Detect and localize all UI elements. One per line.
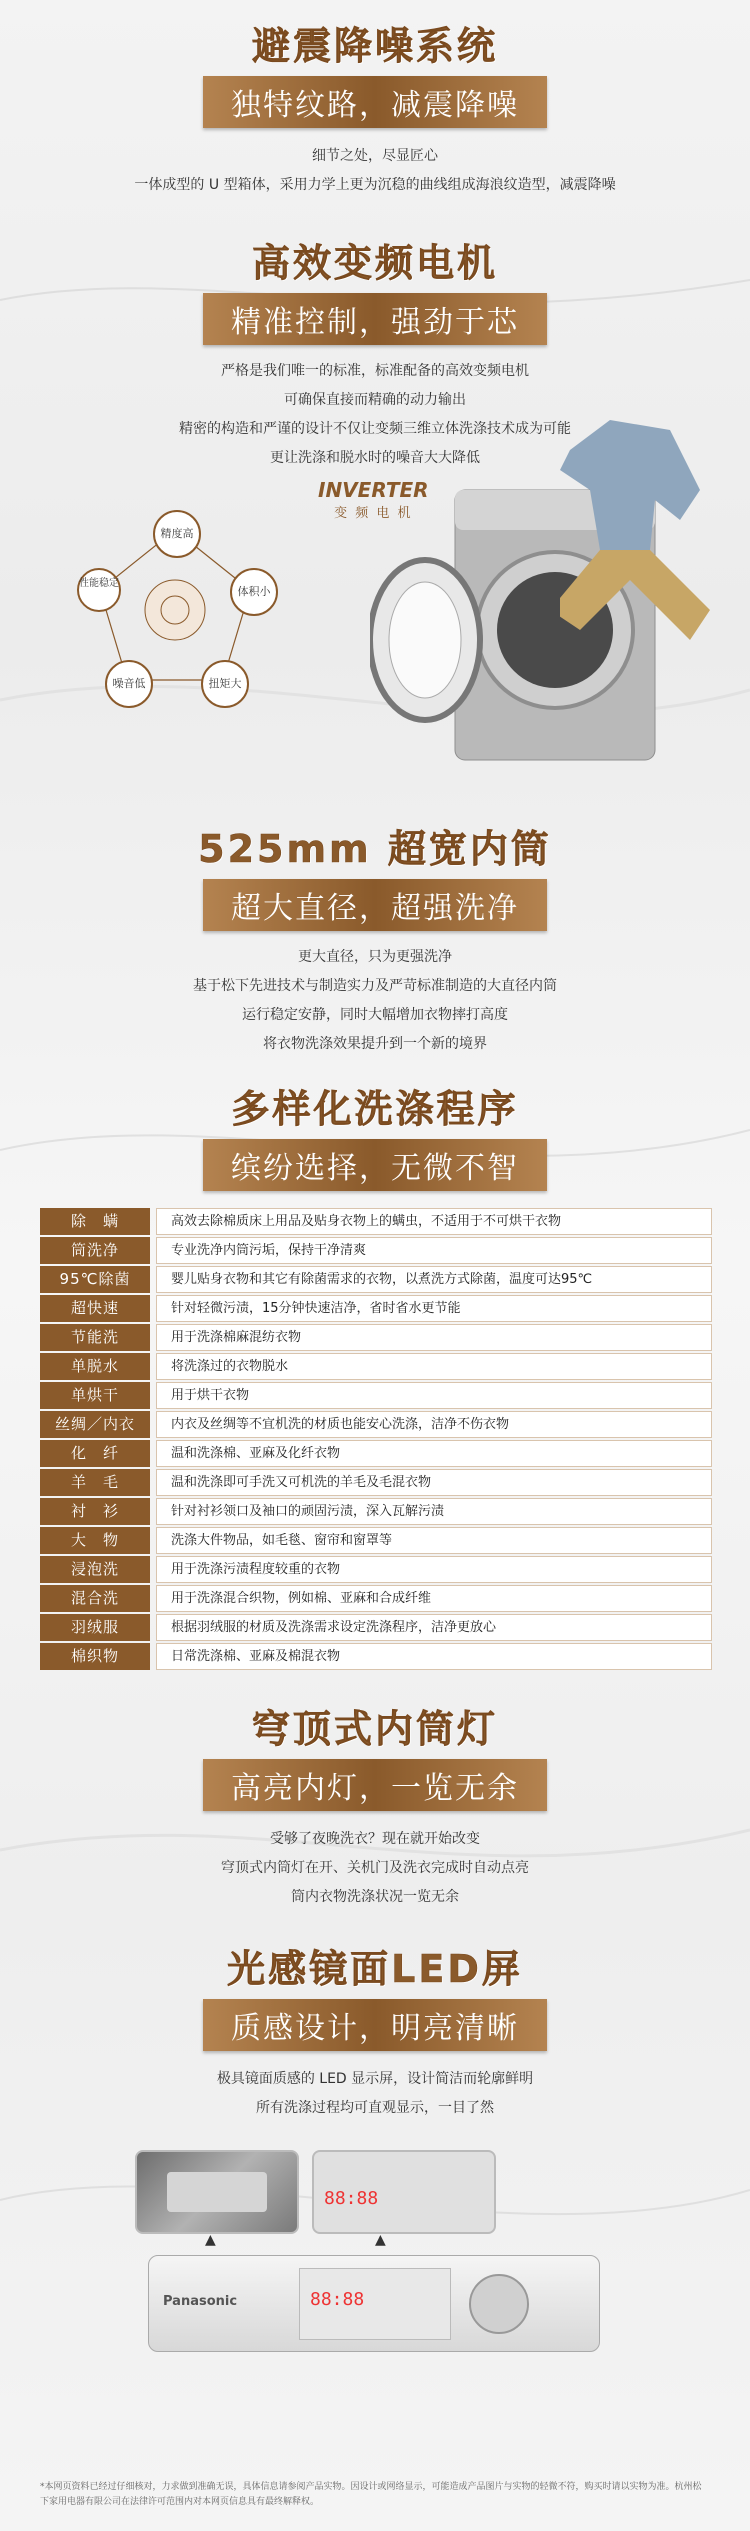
table-row <box>40 1556 712 1583</box>
table-row <box>40 1498 712 1525</box>
feature-precision: 精度高 <box>153 510 201 558</box>
brand-logo: Panasonic <box>163 2294 238 2309</box>
detector-drawer-image <box>135 2150 299 2234</box>
program-label: 除 螨 <box>40 1208 150 1235</box>
program-label: 超快速 <box>40 1295 150 1322</box>
drum-light-line-3: 筒内衣物洗涤状况一览无余 <box>291 1889 459 1905</box>
program-label: 丝绸／内衣 <box>40 1411 150 1438</box>
table-row <box>40 1266 712 1293</box>
table-row <box>40 1585 712 1612</box>
table-row <box>40 1614 712 1641</box>
program-desc: 温和洗涤即可手洗又可机洗的羊毛及毛混衣物 <box>156 1469 712 1496</box>
section-programs <box>0 1078 750 1191</box>
control-panel <box>148 2255 600 2352</box>
pointer-arrow-icon: ▲ <box>375 2232 386 2248</box>
program-label: 衬 衫 <box>40 1498 150 1525</box>
drum-line-3: 运行稳定安静，同时大幅增加衣物摔打高度 <box>242 1007 508 1023</box>
table-row <box>40 1382 712 1409</box>
program-desc: 日常洗涤棉、亚麻及棉混衣物 <box>156 1643 712 1670</box>
section-led <box>0 1938 750 2123</box>
section-drum-light <box>0 1698 750 1912</box>
program-label: 棉织物 <box>40 1643 150 1670</box>
drum-light-subtitle: 高亮内灯，一览无余 <box>203 1759 547 1811</box>
person-kick-illustration <box>560 410 720 650</box>
drum-title: 525mm 超宽内筒 <box>198 827 552 871</box>
program-desc: 针对衬衫领口及袖口的顽固污渍，深入瓦解污渍 <box>156 1498 712 1525</box>
vibration-subtitle: 独特纹路，减震降噪 <box>203 76 547 128</box>
section-vibration <box>0 15 750 200</box>
feature-torque: 扭矩大 <box>201 660 249 708</box>
drum-line-4: 将衣物洗涤效果提升到一个新的境界 <box>263 1036 487 1052</box>
drum-line-2: 基于松下先进技术与制造实力及严苛标准制造的大直径内筒 <box>193 978 557 994</box>
program-desc: 用于洗涤混合织物，例如棉、亚麻和合成纤维 <box>156 1585 712 1612</box>
footer-disclaimer: *本网页资料已经过仔细核对，力求做到准确无误，具体信息请参阅产品实物。因设计或网络显示，可能造成产品图片与实物的轻微不符，购买时请以实物为准。杭州松下家用电器有限公司在法律许可范围内对本网页信息具有最终解释权。 <box>40 2482 702 2507</box>
program-desc: 根据羽绒服的材质及洗涤需求设定洗涤程序，洁净更放心 <box>156 1614 712 1641</box>
motor-subtitle: 精准控制，强劲于芯 <box>203 293 547 345</box>
led-display <box>299 2268 451 2340</box>
program-label: 95℃除菌 <box>40 1266 150 1293</box>
inverter-logo-cn: 变 频 电 机 <box>334 506 413 521</box>
program-label: 羽绒服 <box>40 1614 150 1641</box>
led-digits: 88:88 <box>310 2289 365 2310</box>
motor-line-1: 严格是我们唯一的标准，标准配备的高效变频电机 <box>221 363 529 379</box>
program-desc: 用于洗涤棉麻混纺衣物 <box>156 1324 712 1351</box>
programs-table <box>40 1208 712 1672</box>
table-row <box>40 1208 712 1235</box>
feature-diagram <box>75 510 275 710</box>
table-row <box>40 1353 712 1380</box>
drum-line-1: 更大直径，只为更强洗净 <box>298 949 452 965</box>
program-desc: 用于洗涤污渍程度较重的衣物 <box>156 1556 712 1583</box>
program-label: 节能洗 <box>40 1324 150 1351</box>
motor-title: 高效变频电机 <box>251 241 498 285</box>
led-panel-image <box>312 2150 496 2234</box>
program-label: 单脱水 <box>40 1353 150 1380</box>
person-graphic <box>560 410 720 650</box>
led-line-2: 所有洗涤过程均可直观显示，一目了然 <box>256 2100 494 2116</box>
feature-quiet: 噪音低 <box>105 660 153 708</box>
program-desc: 针对轻微污渍，15分钟快速洁净，省时省水更节能 <box>156 1295 712 1322</box>
motor-line-2: 可确保直接而精确的动力输出 <box>284 392 466 408</box>
table-row <box>40 1469 712 1496</box>
program-label: 大 物 <box>40 1527 150 1554</box>
led-subtitle: 质感设计，明亮清晰 <box>203 1999 547 2051</box>
pointer-arrow-icon: ▲ <box>205 2232 216 2248</box>
program-desc: 将洗涤过的衣物脱水 <box>156 1353 712 1380</box>
table-row <box>40 1324 712 1351</box>
program-desc: 洗涤大件物品，如毛毯、窗帘和窗罩等 <box>156 1527 712 1554</box>
table-row <box>40 1643 712 1670</box>
led-title: 光感镜面LED屏 <box>227 1947 523 1991</box>
motor-line-3: 精密的构造和严谨的设计不仅让变频三维立体洗涤技术成为可能 <box>179 421 571 437</box>
section-drum <box>0 818 750 1059</box>
program-label: 混合洗 <box>40 1585 150 1612</box>
led-line-1: 极具镜面质感的 LED 显示屏，设计简洁而轮廓鲜明 <box>216 2071 534 2087</box>
table-row <box>40 1527 712 1554</box>
program-desc: 内衣及丝绸等不宜机洗的材质也能安心洗涤，洁净不伤衣物 <box>156 1411 712 1438</box>
drum-light-title: 穹顶式内筒灯 <box>251 1707 498 1751</box>
program-label: 单烘干 <box>40 1382 150 1409</box>
program-desc: 婴儿贴身衣物和其它有除菌需求的衣物，以煮洗方式除菌，温度可达95℃ <box>156 1266 712 1293</box>
program-label: 羊 毛 <box>40 1469 150 1496</box>
program-desc: 专业洗净内筒污垢，保持干净清爽 <box>156 1237 712 1264</box>
drum-light-line-2: 穹顶式内筒灯在开、关机门及洗衣完成时自动点亮 <box>221 1860 529 1876</box>
vibration-line-1: 细节之处，尽显匠心 <box>312 148 438 164</box>
table-row <box>40 1237 712 1264</box>
program-label: 浸泡洗 <box>40 1556 150 1583</box>
motor-line-4: 更让洗涤和脱水时的噪音大大降低 <box>270 450 480 466</box>
program-label: 化 纤 <box>40 1440 150 1467</box>
program-desc: 用于烘干衣物 <box>156 1382 712 1409</box>
program-desc: 温和洗涤棉、亚麻及化纤衣物 <box>156 1440 712 1467</box>
vibration-line-2: 一体成型的 U 型箱体，采用力学上更为沉稳的曲线组成海浪纹造型，减震降噪 <box>134 177 616 193</box>
drum-subtitle: 超大直径，超强洗净 <box>203 879 547 931</box>
drawer-graphic <box>167 2172 267 2212</box>
table-row <box>40 1440 712 1467</box>
inverter-logo-en: INVERTER <box>318 478 429 502</box>
programs-title: 多样化洗涤程序 <box>231 1087 519 1131</box>
drum-light-line-1: 受够了夜晚洗衣？现在就开始改变 <box>270 1831 480 1847</box>
program-dial[interactable] <box>469 2274 529 2334</box>
vibration-title: 避震降噪系统 <box>251 24 498 68</box>
feature-stable: 性能稳定 <box>77 568 121 612</box>
feature-compact: 体积小 <box>230 568 278 616</box>
program-label: 筒洗净 <box>40 1237 150 1264</box>
programs-subtitle: 缤纷选择，无微不智 <box>203 1139 547 1191</box>
table-row <box>40 1295 712 1322</box>
table-row <box>40 1411 712 1438</box>
program-desc: 高效去除棉质床上用品及贴身衣物上的螨虫，不适用于不可烘干衣物 <box>156 1208 712 1235</box>
led-digits-closeup: 88:88 <box>324 2188 379 2209</box>
